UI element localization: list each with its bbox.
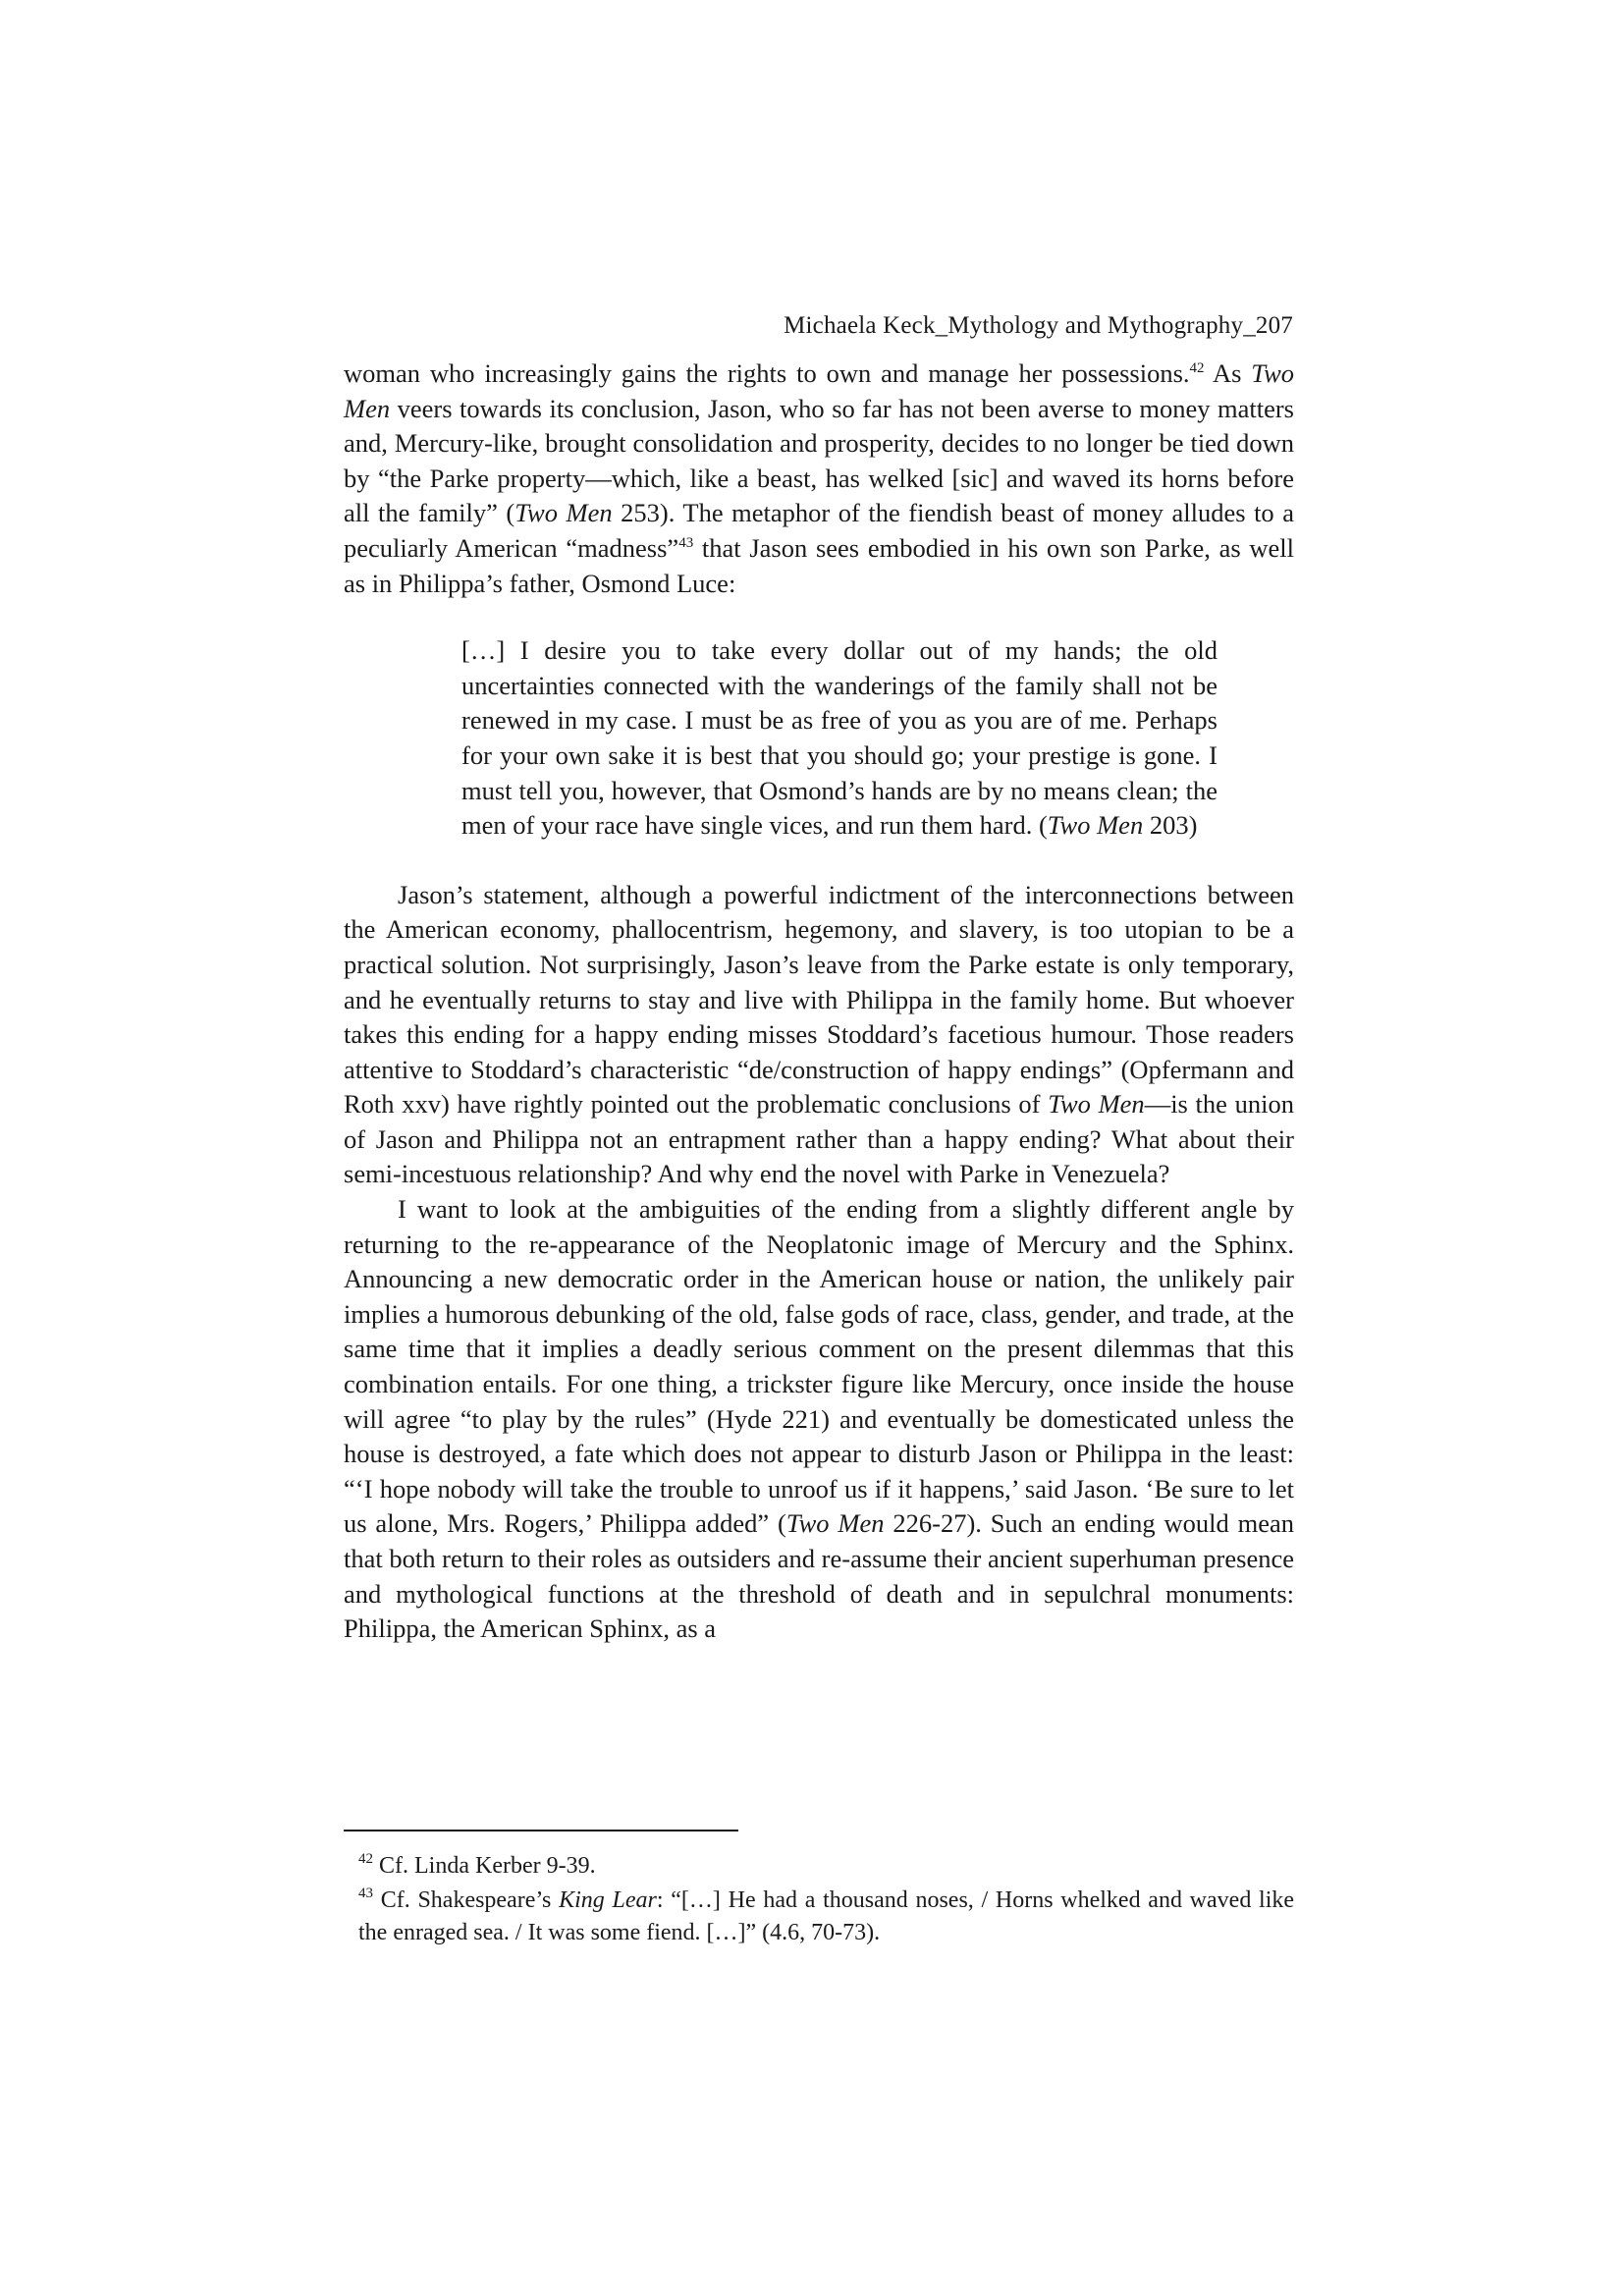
footnote-text: : “[…] He had a thousand noses, / Horns whelked and waved like the enraged sea. / It was some fiend. […]” (4.6, 70-73). [358,1887,1295,1945]
paragraph-3 [344,1192,1294,1647]
text-run: veers towards its conclusion, Jason, who so far has not been averse to money matters and, Mercury-like, brought consolidation and prosperity, decides to no longer be tied down by “the Parke property—which, like a beast, has welked [sic] and waved its horns before all the family” ( [344,393,1294,528]
quote-text [461,633,1217,844]
text-run: that Jason sees embodied in his own son Parke, as well as in Philippa’s father, Osmond Luce: [344,532,1295,598]
footnotes [358,1850,1294,1951]
footnote-ref-43[interactable]: 43 [678,534,694,551]
text-run: As [1204,358,1252,388]
text-run: 253). The metaphor of the fiendish beast of money alludes to a peculiarly American “madness” [344,498,1294,563]
paragraph-1 [344,356,1294,601]
block-quote [461,633,1217,844]
title-italic: King Lear [559,1887,657,1913]
footnote-divider [344,1830,738,1831]
text-run: I want to look at the ambiguities of the ending from a slightly different angle by returning to the re-appearance of the Neoplatonic image of Mercury and the Sphinx. Announcing a new democratic order in the American house or nation, the unlikely pair implies a humorous debunking of the old, false gods of race, class, gender, and trade, at the same time that it implies a deadly serious comment on the present dilemmas that this combination entails. For one thing, a trickster figure like Mercury, once inside the house will agree “to play by the rules” (Hyde 221) and eventually be domesticated unless the house is destroyed, a fate which does not appear to disturb Jason or Philippa in the least: “‘I hope nobody will take the trouble to unroof us if it happens,’ said Jason. ‘Be sure to let us alone, Mrs. Rogers,’ Philippa added” ( [344,1194,1294,1539]
footnote-number: 42 [358,1851,373,1867]
footnote-text: Cf. Linda Kerber 9-39. [373,1853,596,1879]
running-head: Michaela Keck_Mythology and Mythography_207 [784,312,1293,339]
text-run: Jason’s statement, although a powerful indictment of the interconnections between the American economy, phallocentrism, hegemony, and slavery, is too utopian to be a practical solution. Not surprisingly, Jason’s leave from the Parke estate is only temporary, and he eventually returns to stay and live with Philippa in the family home. But whoever takes this ending for a happy ending misses Stoddard’s facetious humour. Those readers attentive to Stoddard’s characteristic “de/construction of happy endings” (Opfermann and Roth xxv) have rightly pointed out the problematic conclusions of [344,879,1294,1120]
text-run: […] I desire you to take every dollar out of my hands; the old uncertainties connected with the wanderings of the family shall not be renewed in my case. I must be as free of you as you are of me. Perhaps for your own sake it is best that you should go; your prestige is gone. I must tell you, however, that Osmond’s hands are by no means clean; the men of your race have single vices, and run them hard. ( [461,635,1217,841]
paragraph-2 [344,878,1294,1192]
title-italic: Two Men [344,358,1294,423]
text-run: 203) [1143,810,1198,841]
footnote-text: Cf. Shakespeare’s [373,1887,560,1913]
title-italic: Two Men [1048,1089,1145,1120]
footnote-ref-42[interactable]: 42 [1189,360,1205,376]
title-italic: Two Men [1047,810,1144,841]
footnote-number: 43 [358,1886,373,1901]
body-text [344,356,1294,1647]
title-italic: Two Men [785,1508,885,1539]
text-run: woman who increasingly gains the rights to own and manage her possessions. [344,358,1190,388]
title-italic: Two Men [514,498,613,528]
footnote-42 [358,1850,1294,1883]
text-run: —is the union of Jason and Philippa not an entrapment rather than a happy ending? What about their semi-incestuous relationship? And why end the novel with Parke in Venezuela? [344,1089,1294,1189]
footnote-43 [358,1885,1294,1949]
text-run: 226-27). Such an ending would mean that both return to their roles as outsiders and re-assume their ancient superhuman presence and mythological functions at the threshold of death and in sepulchral monuments: Philippa, the American Sphinx, as a [344,1508,1294,1644]
